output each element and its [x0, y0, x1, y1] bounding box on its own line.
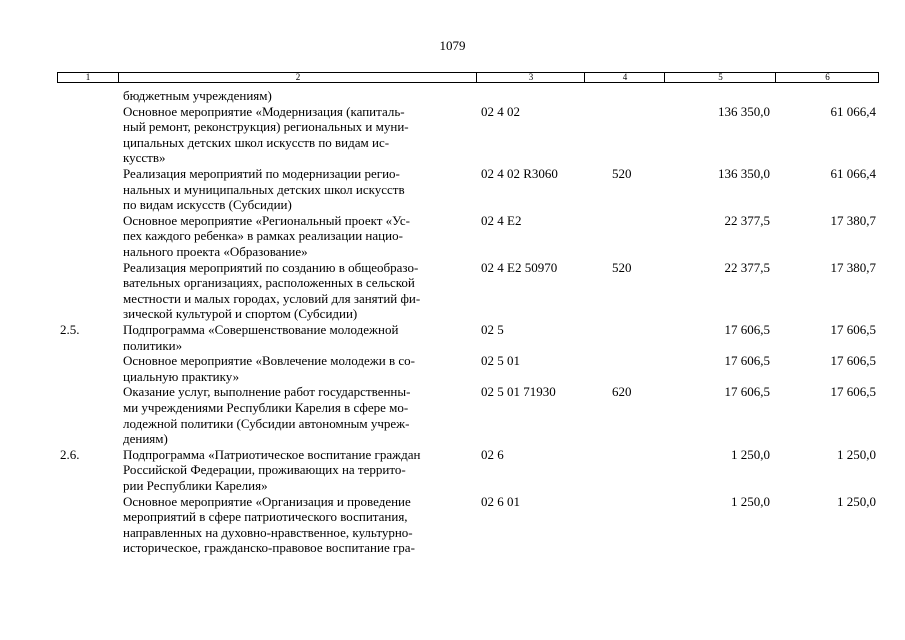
description-line: Реализация мероприятий по модернизации регио-: [123, 165, 400, 181]
description-line: Реализация мероприятий по созданию в общеобразо-: [123, 259, 419, 275]
row-amount-2: 17 606,5: [830, 321, 876, 337]
description-line: рии Республики Карелия»: [123, 477, 268, 493]
table-row: [0, 260, 905, 322]
header-cell-6: 6: [775, 73, 879, 82]
description-line: ципальных детских школ искусств по видам ис-: [123, 134, 390, 150]
row-description: [123, 384, 410, 446]
description-line: зической культурой и спортом (Субсидии): [123, 306, 358, 322]
description-line: Оказание услуг, выполнение работ государственны-: [123, 384, 411, 400]
row-amount-2: 1 250,0: [837, 493, 876, 509]
row-number: 2.5.: [60, 321, 80, 337]
description-line: политики»: [123, 337, 183, 353]
row-code: 02 5: [481, 321, 504, 337]
table-row: [0, 213, 905, 260]
row-code: 02 5 01: [481, 353, 520, 369]
row-amount-2: 17 606,5: [830, 384, 876, 400]
row-amount-1: 136 350,0: [718, 165, 770, 181]
table-row: [0, 88, 905, 104]
description-line: местности и малых городах, условий для занятий фи-: [123, 290, 421, 306]
row-amount-2: 61 066,4: [830, 103, 876, 119]
row-code: 02 4 E2: [481, 212, 522, 228]
table-row: [0, 322, 905, 353]
table-row: [0, 104, 905, 166]
description-line: историческое, гражданско-правовое воспитание гра-: [123, 540, 415, 556]
description-line: по видам искусств (Субсидии): [123, 197, 292, 213]
row-description: [123, 353, 415, 384]
description-line: Основное мероприятие «Вовлечение молодежи в со-: [123, 353, 415, 369]
row-amount-1: 17 606,5: [724, 384, 770, 400]
description-line: Российской Федерации, проживающих на террито-: [123, 462, 406, 478]
description-line: бюджетным учреждениям): [123, 88, 272, 103]
table-row: [0, 353, 905, 384]
row-description: [123, 213, 410, 260]
row-code: 02 4 E2 50970: [481, 259, 558, 275]
row-amount-2: 17 606,5: [830, 353, 876, 369]
table-row: [0, 494, 905, 556]
row-amount-1: 22 377,5: [724, 212, 770, 228]
row-description: [123, 88, 272, 104]
row-code: 02 4 02: [481, 103, 520, 119]
description-line: нального проекта «Образование»: [123, 243, 308, 259]
row-description: [123, 322, 398, 353]
description-line: лодежной политики (Субсидии автономным учреж-: [123, 415, 410, 431]
row-description: [123, 166, 405, 213]
description-line: мероприятий в сфере патриотического воспитания,: [123, 509, 408, 525]
header-cell-3: 3: [476, 73, 585, 82]
row-description: [123, 447, 420, 494]
header-cell-4: 4: [584, 73, 665, 82]
page-number: 1079: [439, 38, 466, 53]
row-number: 2.6.: [60, 446, 80, 462]
row-amount-2: 1 250,0: [837, 446, 876, 462]
description-line: направленных на духовно-нравственное, культурно-: [123, 524, 413, 540]
row-amount-1: 17 606,5: [724, 321, 770, 337]
row-amount-2: 61 066,4: [830, 165, 876, 181]
row-amount-2: 17 380,7: [830, 212, 876, 228]
description-line: ный ремонт, реконструкция) региональных и муни-: [123, 119, 409, 135]
row-code: 02 6: [481, 446, 504, 462]
description-line: вательных организациях, расположенных в сельской: [123, 275, 415, 291]
table-row: [0, 447, 905, 494]
description-line: ми учреждениями Республики Карелия в сфере мо-: [123, 399, 409, 415]
description-line: Подпрограмма «Совершенствование молодежной: [123, 321, 399, 337]
description-line: кусств»: [123, 150, 166, 166]
description-line: Основное мероприятие «Модернизация (капиталь-: [123, 103, 405, 119]
row-amount-1: 1 250,0: [731, 446, 770, 462]
table-body: [0, 88, 905, 556]
description-line: Основное мероприятие «Организация и проведение: [123, 493, 411, 509]
row-type: 520: [612, 165, 632, 181]
row-code: 02 4 02 R3060: [481, 165, 558, 181]
header-cell-1: 1: [85, 72, 91, 82]
row-type: 620: [612, 384, 632, 400]
description-line: циальную практику»: [123, 368, 240, 384]
row-amount-1: 22 377,5: [724, 259, 770, 275]
row-amount-1: 136 350,0: [718, 103, 770, 119]
row-amount-1: 1 250,0: [731, 493, 770, 509]
table-header: [57, 72, 879, 83]
row-description: [123, 104, 409, 166]
row-amount-1: 17 606,5: [724, 353, 770, 369]
description-line: дениям): [123, 431, 168, 447]
description-line: пех каждого ребенка» в рамках реализации нацио-: [123, 228, 403, 244]
row-description: [123, 260, 420, 322]
row-code: 02 6 01: [481, 493, 520, 509]
header-cell-5: 5: [664, 73, 776, 82]
row-type: 520: [612, 259, 632, 275]
table-row: [0, 166, 905, 213]
description-line: Основное мероприятие «Региональный проект «Ус-: [123, 212, 410, 228]
row-code: 02 5 01 71930: [481, 384, 556, 400]
row-amount-2: 17 380,7: [830, 259, 876, 275]
description-line: Подпрограмма «Патриотическое воспитание граждан: [123, 446, 421, 462]
row-description: [123, 494, 415, 556]
description-line: нальных и муниципальных детских школ искусств: [123, 181, 405, 197]
table-row: [0, 384, 905, 446]
header-cell-2: 2: [118, 73, 477, 82]
